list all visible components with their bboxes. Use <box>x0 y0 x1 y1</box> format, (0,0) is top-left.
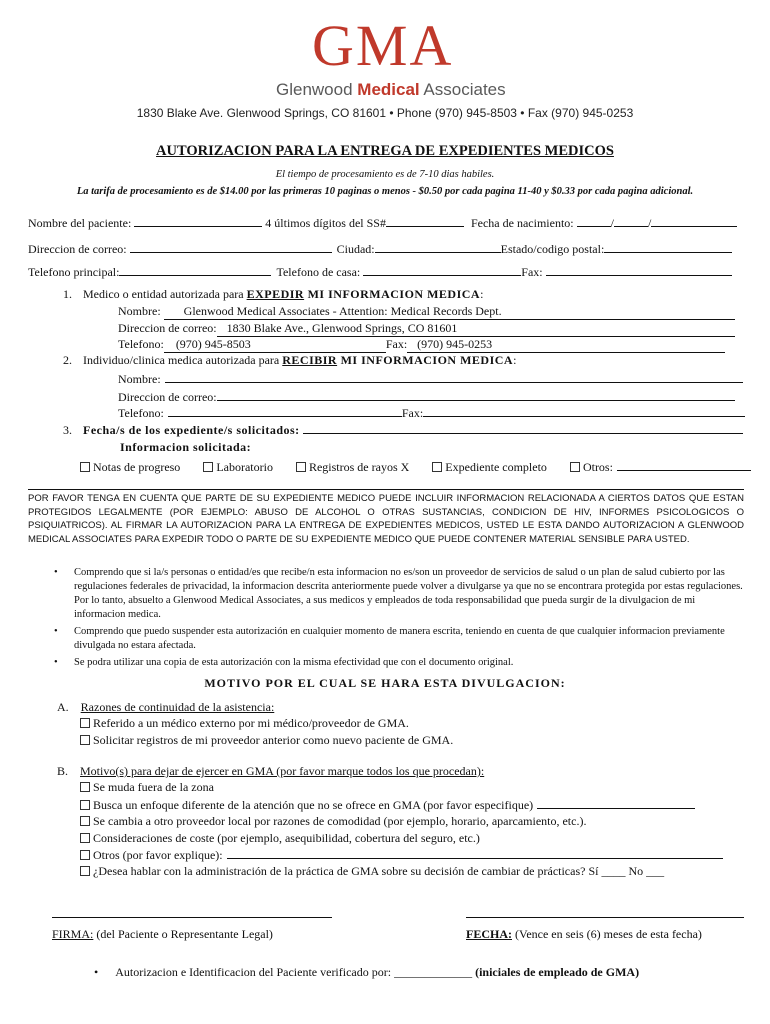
option-xray-records[interactable]: Registros de rayos X <box>296 460 409 474</box>
option-laboratory[interactable]: Laboratorio <box>203 460 273 474</box>
reason-heading: Motivo(s) para dejar de ejercer en GMA (por favor marque todos los que procedan): <box>80 764 485 778</box>
signature-label: FIRMA: (del Paciente o Representante Legal) <box>52 927 273 941</box>
checkbox[interactable] <box>80 800 90 810</box>
section-heading-text: Medico o entidad autorizada para <box>83 287 247 301</box>
city-field[interactable] <box>375 241 501 253</box>
reason-b-option-approach[interactable]: Busca un enfoque diferente de la atención que no se ofrece en GMA (por favor especifique) <box>80 797 695 813</box>
sender-name-value[interactable]: Glenwood Medical Associates - Attention: Medical Records Dept. <box>164 304 735 320</box>
recipient-fax-field[interactable] <box>423 405 745 417</box>
email-field[interactable] <box>130 241 332 253</box>
recipient-address-row <box>118 389 735 405</box>
sensitive-info-warning: POR FAVOR TENGA EN CUENTA QUE PARTE DE SU EXPEDIENTE MEDICO PUEDE INCLUIR INFORMACION RELACIONADA A CIERTOS DATOS QUE ESTAN PROTEGIDOS LEGALMENTE (POR EJEMPLO: ABUSO DE ALCOHOL O OTRAS SUSTANCIAS, CONDICION DE HIV, INFORMES PSICOLOGICOS O PSIQUIATRICOS). AL FIRMAR LA AUTORIZACION PARA LA ENTREGA DE EXPEDIENTES MEDICOS, USTED LE ESTA DANDO AUTORIZACION A GLENWOOD MEDICAL ASSOCIATES PARA EXPEDIR TODO O PARTE DE SU EXPEDIENTE MEDICO QUE PUEDE CONTENER MATERIAL SENSIBLE PARA USTED. <box>28 493 744 545</box>
processing-time-note: El tiempo de procesamiento es de 7-10 dias habiles. <box>275 169 495 180</box>
verification-row <box>94 965 639 980</box>
recipient-phone-field[interactable] <box>168 405 402 417</box>
sender-phone-row <box>118 337 725 353</box>
section-number: 2. <box>63 353 72 367</box>
checkbox[interactable] <box>80 462 90 472</box>
reason-letter: B. <box>57 764 69 778</box>
reason-b-heading <box>57 764 484 779</box>
section-1-heading <box>63 287 483 302</box>
checkbox[interactable] <box>80 816 90 826</box>
sender-address-row <box>118 321 735 337</box>
list-item: • Comprendo que si la/s personas o entidad/es que recibe/n esta informacion no es/son un proveedor de servicios de salud o un plan de salud cubierto por las regulaciones federales de privacidad, la informacion descrita anteriormente puede volver a divulgarse ya que no se encontrara protegida por estas regulaciones. Por lo tanto, absuelto a Glenwood Medical Associates, a sus medicos y empleados de toda responsabilidad que pueda surgir de la divulgacion de mi informacion medica. <box>54 567 743 620</box>
list-item: • Se podra utilizar una copia de esta autorización con la misma efectividad que con el documento original. <box>54 657 514 668</box>
phone-field[interactable] <box>119 264 271 276</box>
section-3-heading <box>63 422 743 438</box>
recipient-address-label: Direccion de correo: <box>118 390 217 404</box>
sender-fax-label: Fax: <box>385 337 408 351</box>
city-label: Ciudad: <box>336 242 375 256</box>
bullet-icon: • <box>94 965 99 979</box>
other-field[interactable] <box>617 459 751 471</box>
dob-separator: / <box>647 216 652 230</box>
signature-line[interactable] <box>52 917 332 918</box>
home-phone-label: Telefono de casa: <box>276 265 361 279</box>
verification-text: Autorizacion e Identificacion del Paciente verificado por: _____________ <box>115 965 473 979</box>
bullet-icon: • <box>54 567 58 578</box>
section-divider <box>28 489 744 490</box>
dob-month-field[interactable] <box>577 215 611 227</box>
acknowledgement-list <box>54 566 744 670</box>
recipient-name-field[interactable] <box>165 371 743 383</box>
section-2-heading <box>63 353 516 368</box>
patient-name-row <box>28 215 737 231</box>
dob-separator: / <box>610 216 614 230</box>
recipient-address-field[interactable] <box>217 389 735 401</box>
section-heading-colon: : <box>480 287 484 301</box>
reason-b-option-convenience[interactable]: Se cambia a otro proveedor local por razones de comodidad (por ejemplo, horario, aparcamiento, etc.). <box>80 814 586 829</box>
reason-b-option-moving[interactable]: Se muda fuera de la zona <box>80 780 214 795</box>
section-heading-keyword: EXPEDIR <box>246 287 305 301</box>
reason-heading: Razones de continuidad de la asistencia: <box>80 700 275 714</box>
checkbox[interactable] <box>80 735 90 745</box>
sender-phone-value[interactable]: (970) 945-8503 <box>164 337 386 353</box>
gma-logo-name: Glenwood Medical Associates <box>276 80 506 99</box>
patient-name-label: Nombre del paciente: <box>28 216 132 230</box>
section-heading-text: Individuo/clinica medica autorizada para <box>83 353 283 367</box>
phone-label: Telefono principal: <box>28 265 120 279</box>
date-label: FECHA: (Vence en seis (6) meses de esta fecha) <box>466 927 702 941</box>
sender-address-label: Direccion de correo: <box>118 321 217 335</box>
processing-fee-note: La tarifa de procesamiento es de $14.00 por las primeras 10 paginas o menos - $0.50 por cada pagina 11-40 y $0.33 por cada pagina adicional. <box>76 186 694 197</box>
recipient-phone-row <box>118 405 745 421</box>
checkbox[interactable] <box>570 462 580 472</box>
dates-requested-field[interactable] <box>303 422 743 434</box>
checkbox[interactable] <box>80 833 90 843</box>
approach-specify-field[interactable] <box>537 797 695 809</box>
section-number: 3. <box>63 423 72 437</box>
section-number: 1. <box>63 287 72 301</box>
dob-label: Fecha de nacimiento: <box>470 216 574 230</box>
dob-year-field[interactable] <box>651 215 737 227</box>
checkbox[interactable] <box>80 782 90 792</box>
recipient-name-row <box>118 371 743 387</box>
fax-field[interactable] <box>546 264 732 276</box>
patient-phone-row <box>28 264 732 280</box>
section-heading-keyword: RECIBIR <box>282 353 338 367</box>
checkbox[interactable] <box>203 462 213 472</box>
section-heading-text: MI INFORMACION MEDICA <box>337 353 514 367</box>
reason-section-title: MOTIVO POR EL CUAL SE HARA ESTA DIVULGACION: <box>204 676 566 690</box>
reason-a-option-records[interactable]: Solicitar registros de mi proveedor anterior como nuevo paciente de GMA. <box>80 733 453 748</box>
section-heading-colon: : <box>513 353 517 367</box>
sender-name-label: Nombre: <box>118 304 161 318</box>
reason-a-option-referral[interactable]: Referido a un médico externo por mi médico/proveedor de GMA. <box>80 716 409 731</box>
state-label: Estado/codigo postal: <box>500 242 605 256</box>
sender-fax-value[interactable]: (970) 945-0253 <box>407 337 725 353</box>
option-other[interactable]: Otros: <box>570 460 613 474</box>
gma-logo-mark: GMA <box>312 13 454 78</box>
checkbox[interactable] <box>80 718 90 728</box>
sender-phone-label: Telefono: <box>118 337 164 351</box>
reason-a-heading <box>57 700 274 715</box>
email-label: Direccion de correo: <box>28 242 127 256</box>
dates-requested-label: Fecha/s de los expediente/s solicitados: <box>83 423 300 437</box>
ss-label: 4 últimos dígitos del SS# <box>265 216 386 230</box>
recipient-phone-label: Telefono: <box>118 406 164 420</box>
bullet-icon: • <box>54 657 58 668</box>
fax-label: Fax: <box>521 265 543 279</box>
dob-day-field[interactable] <box>614 215 648 227</box>
recipient-fax-label: Fax: <box>401 406 424 420</box>
clinic-address: 1830 Blake Ave. Glenwood Springs, CO 81601 • Phone (970) 945-8503 • Fax (970) 945-0253 <box>136 106 634 120</box>
reason-letter: A. <box>57 700 69 714</box>
list-item: • Comprendo que puedo suspender esta autorización en cualquier momento de manera escrita, teniendo en cuenta de que cualquier informacion previamente divulgada no estara afectada. <box>54 626 725 651</box>
bullet-icon: • <box>54 626 58 637</box>
info-requested-options <box>80 459 751 475</box>
reason-b-option-other[interactable]: Otros (por favor explique): <box>80 847 723 863</box>
reason-b-option-discuss[interactable]: ¿Desea hablar con la administración de la práctica de GMA sobre su decisión de cambiar de prácticas? Sí ____ No ___ <box>80 864 664 879</box>
employee-initials-label: (iniciales de empleado de GMA) <box>472 965 640 979</box>
patient-name-field[interactable] <box>134 215 262 227</box>
reason-b-option-cost[interactable]: Consideraciones de coste (por ejemplo, asequibilidad, cobertura del seguro, etc.) <box>80 831 480 846</box>
patient-address-row <box>28 241 732 257</box>
ss-field[interactable] <box>386 215 464 227</box>
sender-name-row <box>118 304 735 320</box>
page-title: AUTORIZACION PARA LA ENTREGA DE EXPEDIENTES MEDICOS <box>156 143 614 159</box>
option-complete-record[interactable]: Expediente completo <box>432 460 547 474</box>
recipient-name-label: Nombre: <box>118 372 161 386</box>
checkbox[interactable] <box>432 462 442 472</box>
checkbox[interactable] <box>296 462 306 472</box>
info-requested-label: Informacion solicitada: <box>120 440 252 454</box>
option-progress-notes[interactable]: Notas de progreso <box>80 460 180 474</box>
date-line[interactable] <box>466 917 744 918</box>
state-zip-field[interactable] <box>604 241 732 253</box>
sender-address-value[interactable]: 1830 Blake Ave., Glenwood Springs, CO 81601 <box>217 321 735 337</box>
section-heading-text: MI INFORMACION MEDICA <box>304 287 481 301</box>
checkbox[interactable] <box>80 850 90 860</box>
checkbox[interactable] <box>80 866 90 876</box>
home-phone-field[interactable] <box>363 264 521 276</box>
other-explain-field[interactable] <box>227 847 723 859</box>
